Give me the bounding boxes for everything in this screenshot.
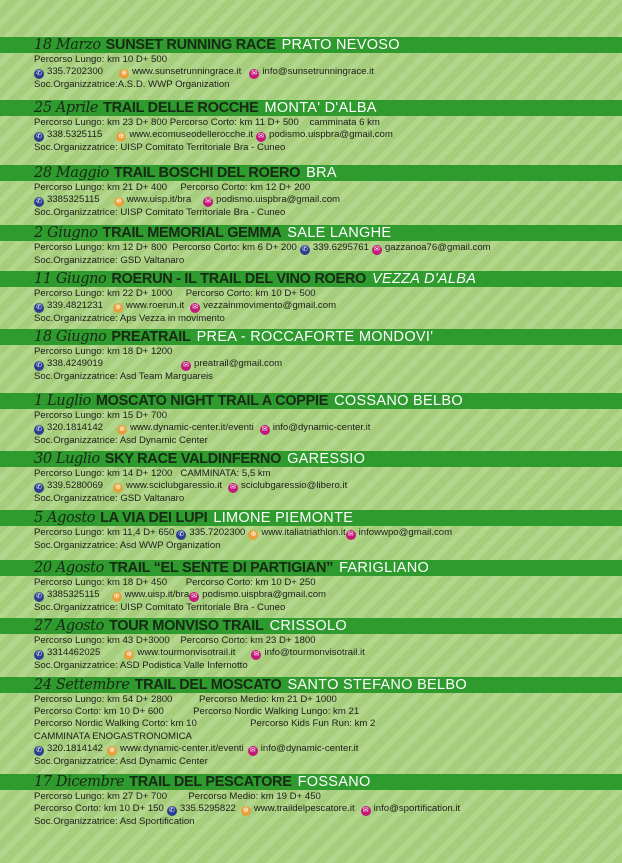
globe-icon: ⊕ xyxy=(241,806,251,816)
event-place: BRA xyxy=(306,165,337,181)
phone-icon: ✆ xyxy=(34,425,44,435)
event-header xyxy=(0,100,622,116)
event-place: MONTA' D'ALBA xyxy=(264,100,377,116)
event-name: PREATRAIL xyxy=(111,329,191,345)
event-organizer: Soc.Organizzatrice: GSD Valtanaro xyxy=(34,493,185,505)
email-icon: ✉ xyxy=(372,245,382,255)
event-route: Percorso Lungo: km 43 D+3000 Percorso Corto: km 23 D+ 1800 xyxy=(34,635,316,646)
globe-icon: ⊕ xyxy=(248,530,258,540)
event-email[interactable]: podismo.uispbra@gmail.com xyxy=(202,589,327,601)
event-header xyxy=(0,271,622,287)
event-phone[interactable]: 339.4821231 xyxy=(47,300,104,312)
event-route: Percorso Lungo: km 14 D+ 1200 CAMMINATA: 5,5 km xyxy=(34,468,271,479)
event-website[interactable]: www.traildelpescatore.it xyxy=(253,803,355,815)
event-route: CAMMINATA ENOGASTRONOMICA xyxy=(34,730,192,742)
event-email[interactable]: vezzainmovimento@gmail.com xyxy=(203,300,337,312)
event-route: Percorso Corto: km 10 D+ 150 xyxy=(34,803,164,815)
event-date: 11 Giugno xyxy=(34,271,107,287)
event-phone[interactable]: 320.1814142 xyxy=(47,422,104,434)
event-website[interactable]: www.sciclubgaressio.it xyxy=(126,480,223,492)
event-header xyxy=(0,329,622,345)
event-route: Percorso Lungo: km 10 D+ 500 xyxy=(34,54,168,65)
event-email[interactable]: infowwpo@gmail.com xyxy=(358,527,453,538)
event-name: LA VIA DEI LUPI xyxy=(100,510,208,526)
event-organizer: Soc.Organizzatrice: Asd Dynamic Center xyxy=(34,755,208,767)
event-contacts xyxy=(34,647,622,660)
phone-icon: ✆ xyxy=(167,806,177,816)
event-card xyxy=(0,774,622,828)
event-organizer: Soc.Organizzatrice: Asd WWP Organization xyxy=(34,540,221,551)
event-contacts xyxy=(34,194,622,207)
phone-icon: ✆ xyxy=(34,592,44,602)
event-phone[interactable]: 339.6295761 xyxy=(312,242,369,253)
event-name: TRAIL MEMORIAL GEMMA xyxy=(102,225,282,241)
event-email[interactable]: podismo.uispbra@gmail.com xyxy=(269,129,393,141)
event-organizer: Soc.Organizzatrice: Asd Sportification xyxy=(34,816,195,828)
event-route: Percorso Lungo: km 12 D+ 800 Percorso Corto: km 6 D+ 200 xyxy=(34,242,297,253)
event-card xyxy=(0,100,622,154)
event-card xyxy=(0,225,622,267)
event-place: LIMONE PIEMONTE xyxy=(213,510,354,526)
event-place: GARESSIO xyxy=(287,451,366,467)
event-contacts xyxy=(34,129,622,142)
event-header xyxy=(0,677,622,693)
globe-icon: ⊕ xyxy=(114,197,124,207)
event-email[interactable]: gazzanoa76@gmail.com xyxy=(384,242,491,253)
event-phone[interactable]: 335.7202300 xyxy=(189,527,246,538)
event-card xyxy=(0,560,622,614)
event-card xyxy=(0,618,622,672)
event-phone[interactable]: 335.5295822 xyxy=(179,803,236,815)
event-contacts xyxy=(34,300,622,313)
event-place: PREA - ROCCAFORTE MONDOVI' xyxy=(196,329,434,345)
event-header xyxy=(0,225,622,241)
phone-icon: ✆ xyxy=(176,530,186,540)
event-name: MOSCATO NIGHT TRAIL A COPPIE xyxy=(95,393,329,409)
event-name: TRAIL BOSCHI DEL ROERO xyxy=(113,165,301,181)
event-contacts xyxy=(34,589,622,602)
email-icon: ✉ xyxy=(249,69,259,79)
event-phone[interactable]: 320.1814142 xyxy=(47,742,104,754)
event-date: 27 Agosto xyxy=(34,618,104,634)
phone-icon: ✆ xyxy=(300,245,310,255)
event-header xyxy=(0,774,622,790)
email-icon: ✉ xyxy=(189,592,199,602)
event-email[interactable]: sciclubgaressio@libero.it xyxy=(241,480,348,492)
event-route: Percorso Lungo: km 23 D+ 800 Percorso Corto: km 11 D+ 500 camminata 6 km xyxy=(34,117,380,128)
event-phone[interactable]: 339.5280069 xyxy=(47,480,104,492)
event-name: TRAIL “EL SENTE DI PARTIGIAN” xyxy=(108,560,334,576)
globe-icon: ⊕ xyxy=(113,483,123,493)
event-route-contacts xyxy=(34,242,622,255)
event-website[interactable]: www.italiatriathlon.it xyxy=(261,527,346,538)
event-email[interactable]: info@dynamic-center.it xyxy=(272,422,371,434)
phone-icon: ✆ xyxy=(34,303,44,313)
phone-icon: ✆ xyxy=(34,132,44,142)
phone-icon: ✆ xyxy=(34,746,44,756)
event-website[interactable]: www.tourmonvisotrail.it xyxy=(137,647,236,659)
event-card xyxy=(0,165,622,219)
event-email[interactable]: info@tourmonvisotrail.it xyxy=(264,647,365,659)
event-route: Percorso Lungo: km 21 D+ 400 Percorso Corto: km 12 D+ 200 xyxy=(34,182,311,193)
event-route: Percorso Lungo: km 18 D+ 450 Percorso Corto: km 10 D+ 250 xyxy=(34,577,316,588)
event-email[interactable]: preatrail@gmail.com xyxy=(194,358,283,370)
event-organizer: Soc.Organizzatrice:A.S.D. WWP Organization xyxy=(34,79,230,91)
email-icon: ✉ xyxy=(260,425,270,435)
event-route-contacts xyxy=(34,527,622,540)
event-card xyxy=(0,510,622,552)
event-date: 28 Maggio xyxy=(34,165,109,181)
event-place: PRATO NEVOSO xyxy=(281,37,400,53)
event-website[interactable]: www.dynamic-center.it/eventi xyxy=(130,422,254,434)
globe-icon: ⊕ xyxy=(107,746,117,756)
event-date: 20 Agosto xyxy=(34,560,104,576)
event-date: 18 Marzo xyxy=(34,37,101,53)
email-icon: ✉ xyxy=(248,746,258,756)
event-name: TRAIL DELLE ROCCHE xyxy=(103,100,259,116)
event-header xyxy=(0,393,622,409)
event-route: Percorso Lungo: km 18 D+ 1200 xyxy=(34,346,173,357)
event-place: SALE LANGHE xyxy=(287,225,392,241)
event-header xyxy=(0,618,622,634)
email-icon: ✉ xyxy=(228,483,238,493)
event-organizer: Soc.Organizzatrice: GSD Valtanaro xyxy=(34,255,185,266)
event-date: 24 Settembre xyxy=(34,677,130,693)
event-route: Percorso Corto: km 10 D+ 600 Percorso Nordic Walking Lungo: km 21 xyxy=(34,706,360,718)
event-header xyxy=(0,451,622,467)
event-phone[interactable]: 3385325115 xyxy=(47,589,100,601)
event-card xyxy=(0,329,622,383)
globe-icon: ⊕ xyxy=(119,69,129,79)
event-contacts xyxy=(34,422,622,435)
globe-icon: ⊕ xyxy=(116,132,126,142)
event-name: TOUR MONVISO TRAIL xyxy=(108,618,264,634)
event-organizer: Soc.Organizzatrice: UISP Comitato Territoriale Bra - Cuneo xyxy=(34,207,286,219)
phone-icon: ✆ xyxy=(34,650,44,660)
event-phone[interactable]: 3314462025 xyxy=(47,647,101,659)
phone-icon: ✆ xyxy=(34,69,44,79)
event-contacts xyxy=(34,66,622,79)
event-date: 5 Agosto xyxy=(34,510,96,526)
email-icon: ✉ xyxy=(181,361,191,371)
email-icon: ✉ xyxy=(346,530,356,540)
event-website[interactable]: www.ecomuseodellerocche.it xyxy=(129,129,254,141)
event-name: TRAIL DEL PESCATORE xyxy=(129,774,292,790)
event-card xyxy=(0,677,622,768)
event-phone[interactable]: 338.5325115 xyxy=(47,129,103,141)
event-card xyxy=(0,271,622,325)
event-place: SANTO STEFANO BELBO xyxy=(287,677,467,693)
event-phone[interactable]: 338.4249019 xyxy=(47,358,104,370)
event-name: TRAIL DEL MOSCATO xyxy=(134,677,282,693)
event-route: Percorso Nordic Walking Corto: km 10 Percorso Kids Fun Run: km 2 xyxy=(34,718,376,730)
event-name: ROERUN - IL TRAIL DEL VINO ROERO xyxy=(111,271,367,287)
event-website[interactable]: www.roerun.it xyxy=(126,300,185,312)
email-icon: ✉ xyxy=(361,806,371,816)
event-phone[interactable]: 335.7202300 xyxy=(47,66,104,78)
email-icon: ✉ xyxy=(256,132,266,142)
event-date: 30 Luglio xyxy=(34,451,100,467)
phone-icon: ✆ xyxy=(34,483,44,493)
event-place: CRISSOLO xyxy=(269,618,347,634)
event-card xyxy=(0,451,622,505)
event-name: SUNSET RUNNING RACE xyxy=(105,37,276,53)
phone-icon: ✆ xyxy=(34,361,44,371)
event-card xyxy=(0,393,622,447)
event-route: Percorso Lungo: km 54 D+ 2800 Percorso Medio: km 21 D+ 1000 xyxy=(34,694,337,705)
event-place: COSSANO BELBO xyxy=(334,393,463,409)
globe-icon: ⊕ xyxy=(124,650,134,660)
globe-icon: ⊕ xyxy=(112,592,122,602)
event-email[interactable]: info@dynamic-center.it xyxy=(260,742,359,754)
event-route: Percorso Lungo: km 22 D+ 1000 Percorso Corto: km 10 D+ 500 xyxy=(34,288,316,299)
event-name: SKY RACE VALDINFERNO xyxy=(104,451,282,467)
event-organizer: Soc.Organizzatrice: UISP Comitato Territoriale Bra - Cuneo xyxy=(34,142,286,154)
event-route: Percorso Lungo: km 27 D+ 700 Percorso Medio: km 19 D+ 450 xyxy=(34,791,321,802)
event-phone[interactable]: 3385325115 xyxy=(47,194,100,206)
event-organizer: Soc.Organizzatrice: Asd Team Marguareis xyxy=(34,371,213,383)
event-organizer: Soc.Organizzatrice: UISP Comitato Territoriale Bra - Cuneo xyxy=(34,602,286,614)
event-route: Percorso Lungo: km 11,4 D+ 650 xyxy=(34,527,175,538)
phone-icon: ✆ xyxy=(34,197,44,207)
email-icon: ✉ xyxy=(190,303,200,313)
event-email[interactable]: info@sportification.it xyxy=(373,803,461,815)
globe-icon: ⊕ xyxy=(117,425,127,435)
event-website[interactable]: www.dynamic-center.it/eventi xyxy=(120,742,244,754)
event-header xyxy=(0,165,622,181)
event-date: 25 Aprile xyxy=(34,100,99,116)
event-organizer: Soc.Organizzatrice: ASD Podistica Valle Infernotto xyxy=(34,660,248,672)
event-website[interactable]: www.sunsetrunningrace.it xyxy=(132,66,242,78)
event-website[interactable]: www.uisp.it/bra xyxy=(124,589,190,601)
event-header xyxy=(0,510,622,526)
event-route: Percorso Lungo: km 15 D+ 700 xyxy=(34,410,168,421)
event-email[interactable]: podismo.uispbra@gmail.com xyxy=(216,194,341,206)
event-website[interactable]: www.uisp.it/bra xyxy=(126,194,192,206)
event-card xyxy=(0,37,622,91)
email-icon: ✉ xyxy=(203,197,213,207)
event-date: 18 Giugno xyxy=(34,329,107,345)
event-email[interactable]: info@sunsetrunningrace.it xyxy=(262,66,374,78)
email-icon: ✉ xyxy=(251,650,261,660)
event-place: FOSSANO xyxy=(297,774,371,790)
event-contacts xyxy=(34,480,622,493)
event-date: 17 Dicembre xyxy=(34,774,125,790)
event-organizer: Soc.Organizzatrice: Aps Vezza in movimento xyxy=(34,313,225,325)
event-header xyxy=(0,560,622,576)
event-date: 2 Giugno xyxy=(34,225,98,241)
event-date: 1 Luglio xyxy=(34,393,91,409)
event-contacts xyxy=(34,358,622,371)
event-contacts xyxy=(34,743,622,756)
event-place: FARIGLIANO xyxy=(339,560,430,576)
event-organizer: Soc.Organizzatrice: Asd Dynamic Center xyxy=(34,435,208,447)
event-route-contacts xyxy=(34,803,622,816)
globe-icon: ⊕ xyxy=(113,303,123,313)
event-place: VEZZA D'ALBA xyxy=(372,271,477,287)
event-header xyxy=(0,37,622,53)
